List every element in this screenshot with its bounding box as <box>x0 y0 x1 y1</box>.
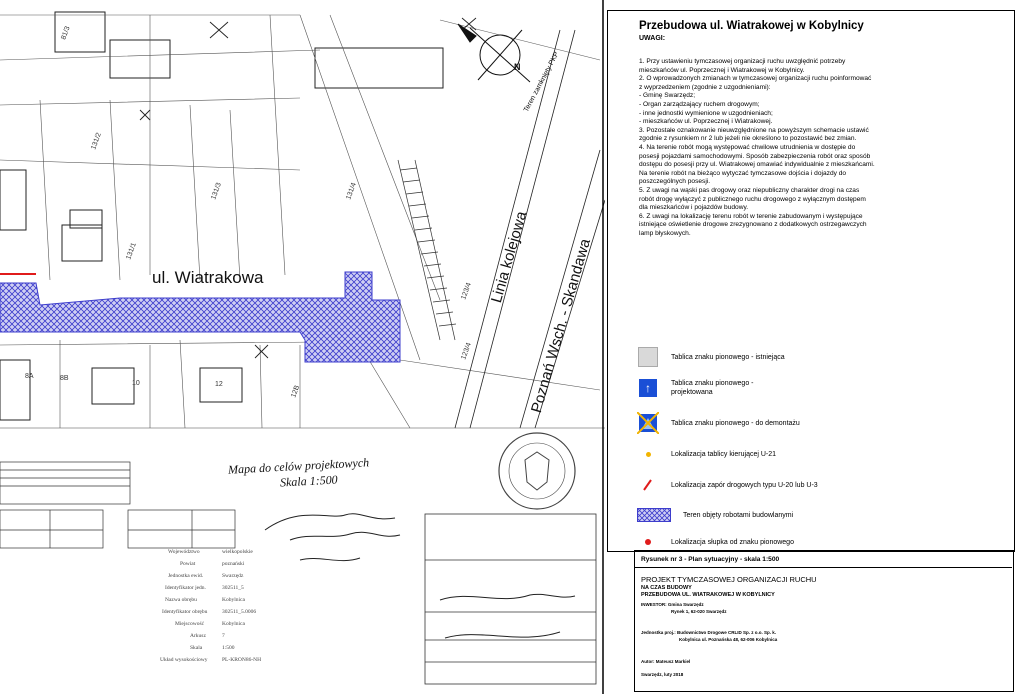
svg-text:poznański: poznański <box>222 561 245 567</box>
existing-sign-icon <box>637 346 659 368</box>
investor-address: Rynek 1, 62-020 Swarzędz <box>671 609 727 614</box>
svg-text:Układ wysokościowy: Układ wysokościowy <box>160 657 208 663</box>
legend-label: Tablica znaku pionowego - istniejąca <box>671 353 785 361</box>
svg-text:123/4: 123/4 <box>460 281 473 301</box>
notes-item: istniejące oświetlenie drogowe zrezygnowano z dodatkowych ostrzegawczych <box>639 221 867 229</box>
title-block-divider <box>634 567 1012 568</box>
notes-item: poszczególnych posesji. <box>639 178 711 186</box>
area-label: Teren zamknięty PKP <box>523 50 561 114</box>
legend-item-u21 <box>637 441 901 467</box>
legend-panel <box>607 0 1024 694</box>
svg-text:Identyfikator jedn.: Identyfikator jedn. <box>165 585 206 591</box>
svg-text:Miejscowość: Miejscowość <box>175 621 205 627</box>
road-label: Poznań Wsch. - Skandawa <box>528 236 594 415</box>
svg-text:PL-KRON86-NH: PL-KRON86-NH <box>222 657 262 663</box>
dismantle-sign-icon <box>637 412 659 434</box>
legend-label: Teren objęty robotami budowlanymi <box>683 511 794 519</box>
svg-text:302511_5: 302511_5 <box>222 585 244 591</box>
notes-item: - Organ zarządzający ruchem drogowym; <box>639 100 760 108</box>
svg-text:Identyfikator obrębu: Identyfikator obrębu <box>162 609 208 615</box>
investor: INWESTOR: Gmina Swarzędz <box>641 602 704 607</box>
notes-item: dostępu do posesji przy ul. Wiatrakowej omawiać indywidualnie z mieszkańcami. <box>639 161 875 169</box>
notes-item: 5. Z uwagi na wąski pas drogowy oraz niepubliczny charakter drogi na czas <box>639 186 860 194</box>
notes-list <box>639 58 989 238</box>
notes-item: robót drogę wyłączyć z publicznego ruchu drogowego z wyłącznym dostępem <box>639 195 866 203</box>
map-caption-line2: Skala 1:500 <box>279 472 338 490</box>
legend-label: Lokalizacja słupka od znaku pionowego <box>671 538 794 546</box>
project-line1: PROJEKT TYMCZASOWEJ ORGANIZACJI RUCHU <box>641 575 817 584</box>
svg-text:Skala: Skala <box>190 645 203 651</box>
notes-item: z wyprzedzeniem (zgodnie z uzgodnieniami): <box>639 83 771 91</box>
svg-text:7: 7 <box>222 633 225 639</box>
svg-text:12B: 12B <box>290 384 302 399</box>
notes-item: dla mieszkańców i pojazdów budowy. <box>639 204 749 212</box>
official-seal <box>499 433 575 509</box>
notes-item: 6. Z uwagi na lokalizację terenu robót w terenie zabudowanym i występujące <box>639 212 863 220</box>
notes-item: posesji pojazdami samochodowymi. Sposób zabezpieczenia robót oraz sposób <box>639 152 871 160</box>
design-unit-address: Kobylnica ul. Poznańska 48, 62-006 Kobylnica <box>679 637 778 642</box>
notes-item: 1. Przy ustawieniu tymczasowej organizacji ruchu uwzględnić potrzeby <box>639 58 846 65</box>
notes-item: lamp błyskowych. <box>639 229 691 237</box>
notes-item: - mieszkańców ul. Poprzecznej i Wiatrakowej. <box>639 118 773 126</box>
date: Swarzędz, luty 2018 <box>641 672 684 677</box>
notes-item: Na terenie robót na bieżąco wytyczać tymczasowe dojścia i dojazdy do <box>639 169 847 177</box>
svg-text:Województwo: Województwo <box>168 549 200 555</box>
map-caption-line1: Mapa do celów projektowych <box>227 455 370 477</box>
svg-text:8A: 8A <box>25 373 34 380</box>
project-line2: NA CZAS BUDOWY <box>641 585 692 591</box>
projected-sign-icon: ↑ <box>637 377 659 399</box>
svg-text:Arkusz: Arkusz <box>190 633 206 639</box>
hatch-area-icon <box>637 504 671 526</box>
legend-label: Tablica znaku pionowego - projektowana <box>671 380 754 396</box>
notes-item: - Gminę Swarzędz; <box>639 92 696 100</box>
svg-text:10: 10 <box>132 380 140 387</box>
legend-label: Lokalizacja tablicy kierującej U-21 <box>671 450 777 458</box>
legend-item-projected-sign <box>637 375 791 401</box>
drawing-title: Rysunek nr 3 - Plan sytuacyjny - skala 1:500 <box>641 556 780 563</box>
svg-text:131/1: 131/1 <box>125 241 138 261</box>
notes-item: 4. Na terenie robót mogą występować chwilowe utrudnienia w dostępie do <box>639 143 856 151</box>
notes-item: zgodnie z rysunkiem nr 2 lub jeżeli nie określono to pozostawić bez zmian. <box>639 135 857 143</box>
u21-location-icon <box>637 443 659 465</box>
notes-item: 3. Pozostałe oznakowanie nieuwzględnione na powyższym schemacie ustawić <box>639 126 869 134</box>
svg-text:123/4: 123/4 <box>460 341 473 361</box>
svg-text:Kobylnica: Kobylnica <box>222 597 245 603</box>
svg-text:131/3: 131/3 <box>210 181 223 201</box>
svg-text:1:500: 1:500 <box>222 645 235 651</box>
legend-item-barrier <box>637 472 871 498</box>
rail-label: Linia kolejowa <box>488 209 531 305</box>
svg-text:12: 12 <box>215 381 223 388</box>
north-label: N <box>514 62 521 72</box>
svg-text:wielkopolskie: wielkopolskie <box>222 549 253 555</box>
svg-text:302511_5.0006: 302511_5.0006 <box>222 609 257 615</box>
barrier-icon <box>637 474 659 496</box>
legend-item-existing-sign <box>637 344 901 370</box>
svg-text:8B: 8B <box>60 375 69 382</box>
notes-item: - inne jednostki wymienione w uzgodnieniach; <box>639 109 773 117</box>
project-line3: PRZEBUDOWA UL. WIATRAKOWEJ W KOBYLNICY <box>641 592 775 598</box>
svg-text:Powiat: Powiat <box>180 561 196 567</box>
notes-title: Przebudowa ul. Wiatrakowej w Kobylnicy <box>639 20 864 32</box>
notes-item: mieszkańców ul. Poprzecznej i Wiatrakowej w Kobylnicy. <box>639 66 805 74</box>
svg-text:81/3: 81/3 <box>60 25 72 41</box>
svg-text:Nazwa obrębu: Nazwa obrębu <box>165 597 197 603</box>
legend-item-work-area <box>637 502 913 528</box>
street-label: ul. Wiatrakowa <box>152 268 264 287</box>
svg-text:Jednostka ewid.: Jednostka ewid. <box>168 573 204 579</box>
svg-text:Swarzędz: Swarzędz <box>222 573 244 579</box>
title-block <box>634 550 1014 692</box>
svg-text:Kobylnica: Kobylnica <box>222 621 245 627</box>
notes-subtitle: UWAGI: <box>639 35 666 42</box>
svg-text:131/2: 131/2 <box>90 131 103 151</box>
legend-label: Tablica znaku pionowego - do demontażu <box>671 419 800 427</box>
author: Autor: Mateusz Markiel <box>641 659 691 664</box>
svg-text:131/4: 131/4 <box>345 181 358 201</box>
design-unit: Jednostka proj.: Budownictwo Drogowe CRLID Sp. z o.o. Sp. k. <box>641 630 777 635</box>
legend-item-dismantle-sign <box>637 410 801 436</box>
north-arrow <box>458 24 530 82</box>
notes-item: 2. O wprowadzonych zmianach w tymczasowej organizacji ruchu poinformować <box>639 75 872 83</box>
legend-label: Lokalizacja zapór drogowych typu U-20 lub U-3 <box>671 481 818 489</box>
